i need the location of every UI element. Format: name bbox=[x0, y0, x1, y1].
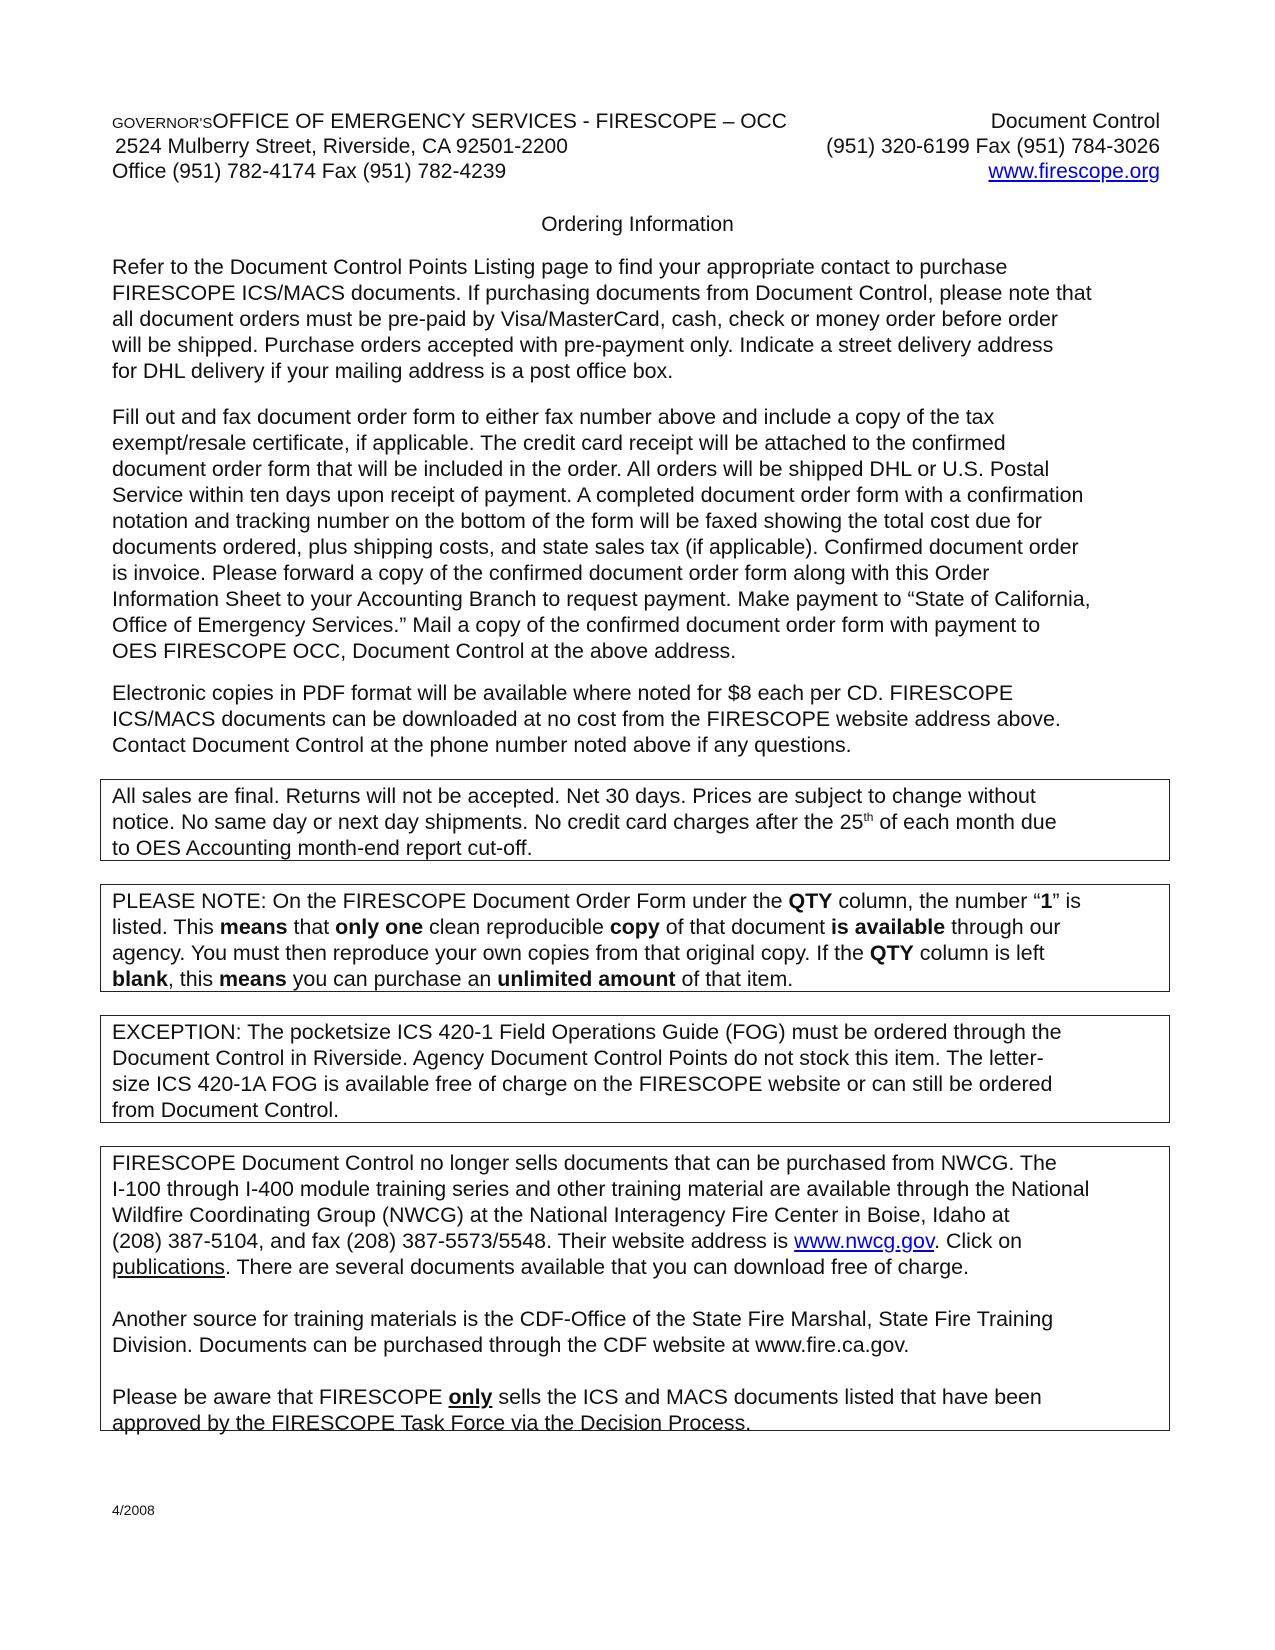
text-line: All sales are final. Returns will not be accepted. Net 30 days. Prices are subject to change without bbox=[112, 784, 1036, 808]
text-line: Fill out and fax document order form to either fax number above and include a copy of the tax bbox=[112, 405, 995, 429]
text-line: FIRESCOPE Document Control no longer sells documents that can be purchased from NWCG. The bbox=[112, 1151, 1057, 1175]
dept-phone-fax: (951) 320-6199 Fax (951) 784-3026 bbox=[826, 135, 1160, 158]
paragraph-gap bbox=[112, 1358, 1169, 1384]
text-line: Information Sheet to your Accounting Branch to request payment. Make payment to “State of California, bbox=[112, 587, 1091, 611]
paragraph-electronic-copies bbox=[112, 680, 1172, 758]
sales-terms-box bbox=[100, 779, 1170, 861]
text-line: to OES Accounting month-end report cut-off. bbox=[112, 836, 533, 860]
text-line: agency. You must then reproduce your own copies from that original copy. If the QTY column is left bbox=[112, 941, 1045, 965]
text-line: EXCEPTION: The pocketsize ICS 420-1 Field Operations Guide (FOG) must be ordered through the bbox=[112, 1020, 1062, 1044]
dept-name: Document Control bbox=[990, 110, 1160, 133]
text-line: (208) 387-5104, and fax (208) 387-5573/5548. Their website address is www.nwcg.gov. Click on bbox=[112, 1229, 1023, 1253]
text-line: publications. There are several documents available that you can download free of charge. bbox=[112, 1255, 969, 1279]
street-address: 2524 Mulberry Street, Riverside, CA 92501-2200 bbox=[115, 135, 568, 158]
nwcg-website-link[interactable]: www.nwcg.gov bbox=[794, 1229, 935, 1253]
publications-link[interactable]: publications bbox=[112, 1255, 225, 1279]
nwcg-info-box bbox=[100, 1146, 1170, 1435]
text-line: ICS/MACS documents can be downloaded at no cost from the FIRESCOPE website address above. bbox=[112, 707, 1061, 731]
text-line: blank, this means you can purchase an unlimited amount of that item. bbox=[112, 967, 794, 991]
text-line: Service within ten days upon receipt of payment. A completed document order form with a confirmation bbox=[112, 483, 1084, 507]
text-line: Contact Document Control at the phone number noted above if any questions. bbox=[112, 733, 852, 757]
text-line: notice. No same day or next day shipments. No credit card charges after the 25th of each month due bbox=[112, 810, 1057, 834]
exception-box bbox=[100, 1015, 1170, 1123]
qty-note-box bbox=[100, 884, 1170, 992]
text-line: documents ordered, plus shipping costs, and state sales tax (if applicable). Confirmed document order bbox=[112, 535, 1079, 559]
paragraph-gap bbox=[112, 1280, 1169, 1306]
text-line: Refer to the Document Control Points Listing page to find your appropriate contact to purchase bbox=[112, 255, 1008, 279]
footer-date: 4/2008 bbox=[112, 1502, 155, 1518]
text-line: Another source for training materials is the CDF-Office of the State Fire Marshal, State Fire Training bbox=[112, 1307, 1054, 1331]
text-line: listed. This means that only one clean reproducible copy of that document is available through our bbox=[112, 915, 1061, 939]
text-line: Office of Emergency Services.” Mail a copy of the confirmed document order form with payment to bbox=[112, 613, 1041, 637]
page-title: Ordering Information bbox=[541, 213, 734, 236]
text-line: Electronic copies in PDF format will be available where noted for $8 each per CD. FIRESCOPE bbox=[112, 681, 1014, 705]
text-line: approved by the FIRESCOPE Task Force via the Decision Process. bbox=[112, 1411, 752, 1435]
text-line: exempt/resale certificate, if applicable. The credit card receipt will be attached to the confirmed bbox=[112, 431, 1006, 455]
text-line: is invoice. Please forward a copy of the confirmed document order form along with this Order bbox=[112, 561, 990, 585]
text-line: PLEASE NOTE: On the FIRESCOPE Document Order Form under the QTY column, the number “1” is bbox=[112, 889, 1081, 913]
website-link[interactable]: www.firescope.org bbox=[988, 160, 1160, 183]
text-line: notation and tracking number on the bottom of the form will be faxed showing the total cost due for bbox=[112, 509, 1042, 533]
text-line: from Document Control. bbox=[112, 1098, 340, 1122]
org-name: GOVERNOR'SOFFICE OF EMERGENCY SERVICES - FIRESCOPE – OCC bbox=[112, 110, 787, 133]
text-line: size ICS 420-1A FOG is available free of charge on the FIRESCOPE website or can still be ordered bbox=[112, 1072, 1053, 1096]
text-line: will be shipped. Purchase orders accepted with pre-payment only. Indicate a street delivery address bbox=[112, 333, 1054, 357]
text-line: I-100 through I-400 module training series and other training material are available through the National bbox=[112, 1177, 1090, 1201]
text-line: all document orders must be pre-paid by Visa/MasterCard, cash, check or money order before order bbox=[112, 307, 1058, 331]
paragraph-fax-order bbox=[112, 404, 1172, 664]
paragraph-ordering bbox=[112, 254, 1172, 384]
text-line: document order form that will be included in the order. All orders will be shipped DHL or U.S. Postal bbox=[112, 457, 1050, 481]
office-phone-fax: Office (951) 782-4174 Fax (951) 782-4239 bbox=[112, 160, 507, 183]
text-line: Please be aware that FIRESCOPE only sells the ICS and MACS documents listed that have been bbox=[112, 1385, 1042, 1409]
text-line: Document Control in Riverside. Agency Document Control Points do not stock this item. The letter- bbox=[112, 1046, 1044, 1070]
text-line: Division. Documents can be purchased through the CDF website at www.fire.ca.gov. bbox=[112, 1333, 910, 1357]
text-line: for DHL delivery if your mailing address is a post office box. bbox=[112, 359, 674, 383]
text-line: OES FIRESCOPE OCC, Document Control at the above address. bbox=[112, 639, 737, 663]
text-line: FIRESCOPE ICS/MACS documents. If purchasing documents from Document Control, please note that bbox=[112, 281, 1092, 305]
text-line: Wildfire Coordinating Group (NWCG) at the National Interagency Fire Center in Boise, Idaho at bbox=[112, 1203, 1010, 1227]
